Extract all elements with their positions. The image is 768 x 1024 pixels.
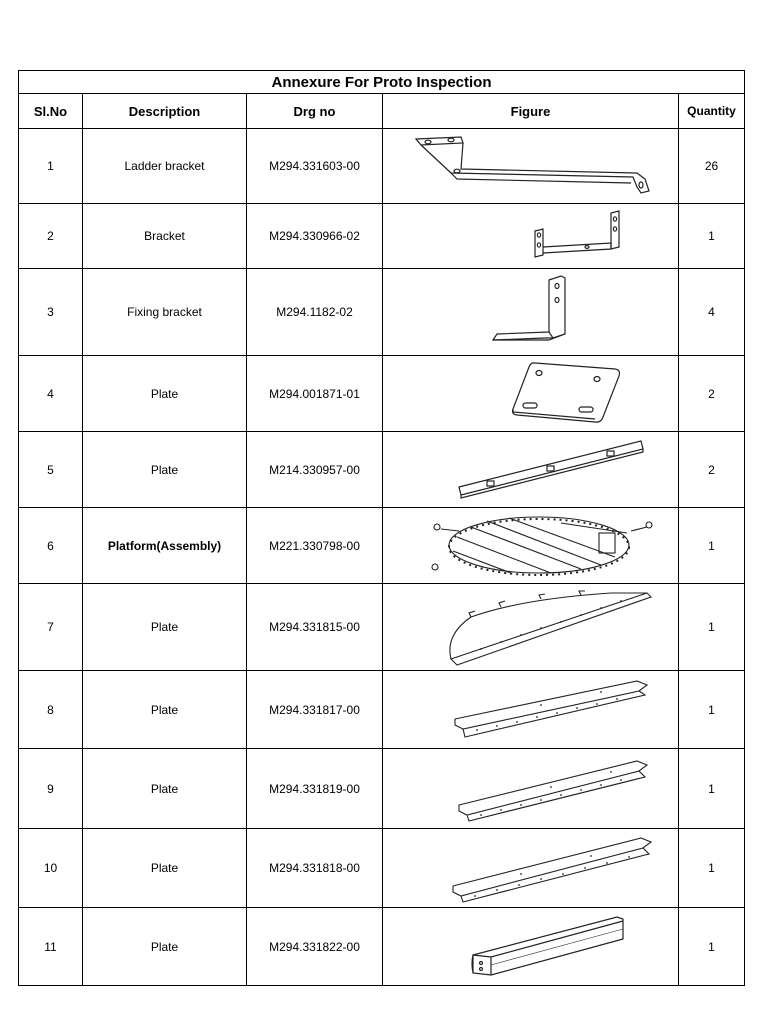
table-row <box>19 356 745 432</box>
cell-figure <box>383 269 679 356</box>
header-figure: Figure <box>383 94 679 129</box>
cell-sl: 1 <box>19 129 83 204</box>
channel-plate-drawing <box>401 911 661 983</box>
cell-figure <box>383 356 679 432</box>
cell-quantity: 1 <box>679 584 745 671</box>
cell-description: Plate <box>83 356 247 432</box>
cell-quantity: 1 <box>679 829 745 908</box>
cell-drg-no: M294.331603-00 <box>247 129 383 204</box>
cell-drg-no: M294.001871-01 <box>247 356 383 432</box>
header-sl-no: Sl.No <box>19 94 83 129</box>
cell-drg-no: M294.330966-02 <box>247 204 383 269</box>
cell-sl: 4 <box>19 356 83 432</box>
table-row <box>19 129 745 204</box>
header-row <box>19 94 745 129</box>
cell-drg-no: M294.331819-00 <box>247 749 383 829</box>
cell-figure <box>383 671 679 749</box>
cell-sl: 8 <box>19 671 83 749</box>
cell-drg-no: M221.330798-00 <box>247 508 383 584</box>
table-row <box>19 908 745 986</box>
header-drg-no: Drg no <box>247 94 383 129</box>
cell-description: Bracket <box>83 204 247 269</box>
cell-description: Platform(Assembly) <box>83 508 247 584</box>
cell-figure <box>383 584 679 671</box>
cell-figure <box>383 749 679 829</box>
cell-sl: 2 <box>19 204 83 269</box>
cell-drg-no: M294.1182-02 <box>247 269 383 356</box>
table-row <box>19 829 745 908</box>
cell-quantity: 1 <box>679 749 745 829</box>
cell-sl: 10 <box>19 829 83 908</box>
cell-sl: 6 <box>19 508 83 584</box>
cell-figure <box>383 908 679 986</box>
cell-quantity: 1 <box>679 508 745 584</box>
cell-quantity: 1 <box>679 908 745 986</box>
cell-figure <box>383 204 679 269</box>
cell-drg-no: M294.331815-00 <box>247 584 383 671</box>
cell-sl: 5 <box>19 432 83 508</box>
cell-figure <box>383 432 679 508</box>
table-row <box>19 269 745 356</box>
cell-description: Plate <box>83 908 247 986</box>
platform-assembly-drawing <box>401 511 661 581</box>
table-title: Annexure For Proto Inspection <box>19 71 745 94</box>
header-quantity: Quantity <box>679 94 745 129</box>
fixing-bracket-drawing <box>401 272 661 352</box>
cell-figure <box>383 129 679 204</box>
inspection-table <box>18 70 745 986</box>
cell-description: Plate <box>83 432 247 508</box>
cell-description: Plate <box>83 671 247 749</box>
cell-drg-no: M294.331818-00 <box>247 829 383 908</box>
cell-drg-no: M294.331817-00 <box>247 671 383 749</box>
table-row <box>19 671 745 749</box>
cell-drg-no: M294.331822-00 <box>247 908 383 986</box>
cell-quantity: 2 <box>679 356 745 432</box>
cell-description: Plate <box>83 749 247 829</box>
cell-sl: 11 <box>19 908 83 986</box>
cell-description: Plate <box>83 584 247 671</box>
square-plate-drawing <box>401 359 661 429</box>
cell-description: Fixing bracket <box>83 269 247 356</box>
long-plate-drawing <box>401 675 661 745</box>
table-row <box>19 508 745 584</box>
cell-description: Plate <box>83 829 247 908</box>
cell-quantity: 4 <box>679 269 745 356</box>
cell-figure <box>383 508 679 584</box>
header-description: Description <box>83 94 247 129</box>
ladder-bracket-drawing <box>401 133 661 199</box>
cell-quantity: 2 <box>679 432 745 508</box>
cell-quantity: 1 <box>679 204 745 269</box>
cell-figure <box>383 829 679 908</box>
bracket-drawing <box>401 207 661 265</box>
cell-sl: 7 <box>19 584 83 671</box>
long-plate-drawing <box>401 832 661 904</box>
cell-quantity: 1 <box>679 671 745 749</box>
cell-drg-no: M214.330957-00 <box>247 432 383 508</box>
cell-description: Ladder bracket <box>83 129 247 204</box>
cell-sl: 9 <box>19 749 83 829</box>
table-row <box>19 749 745 829</box>
long-strip-plate-drawing <box>401 435 661 505</box>
cell-quantity: 26 <box>679 129 745 204</box>
long-plate-drawing <box>401 753 661 825</box>
cell-sl: 3 <box>19 269 83 356</box>
annexure-sheet <box>18 70 744 986</box>
curved-edge-plate-drawing <box>401 587 661 667</box>
table-row <box>19 432 745 508</box>
table-row <box>19 584 745 671</box>
table-row <box>19 204 745 269</box>
